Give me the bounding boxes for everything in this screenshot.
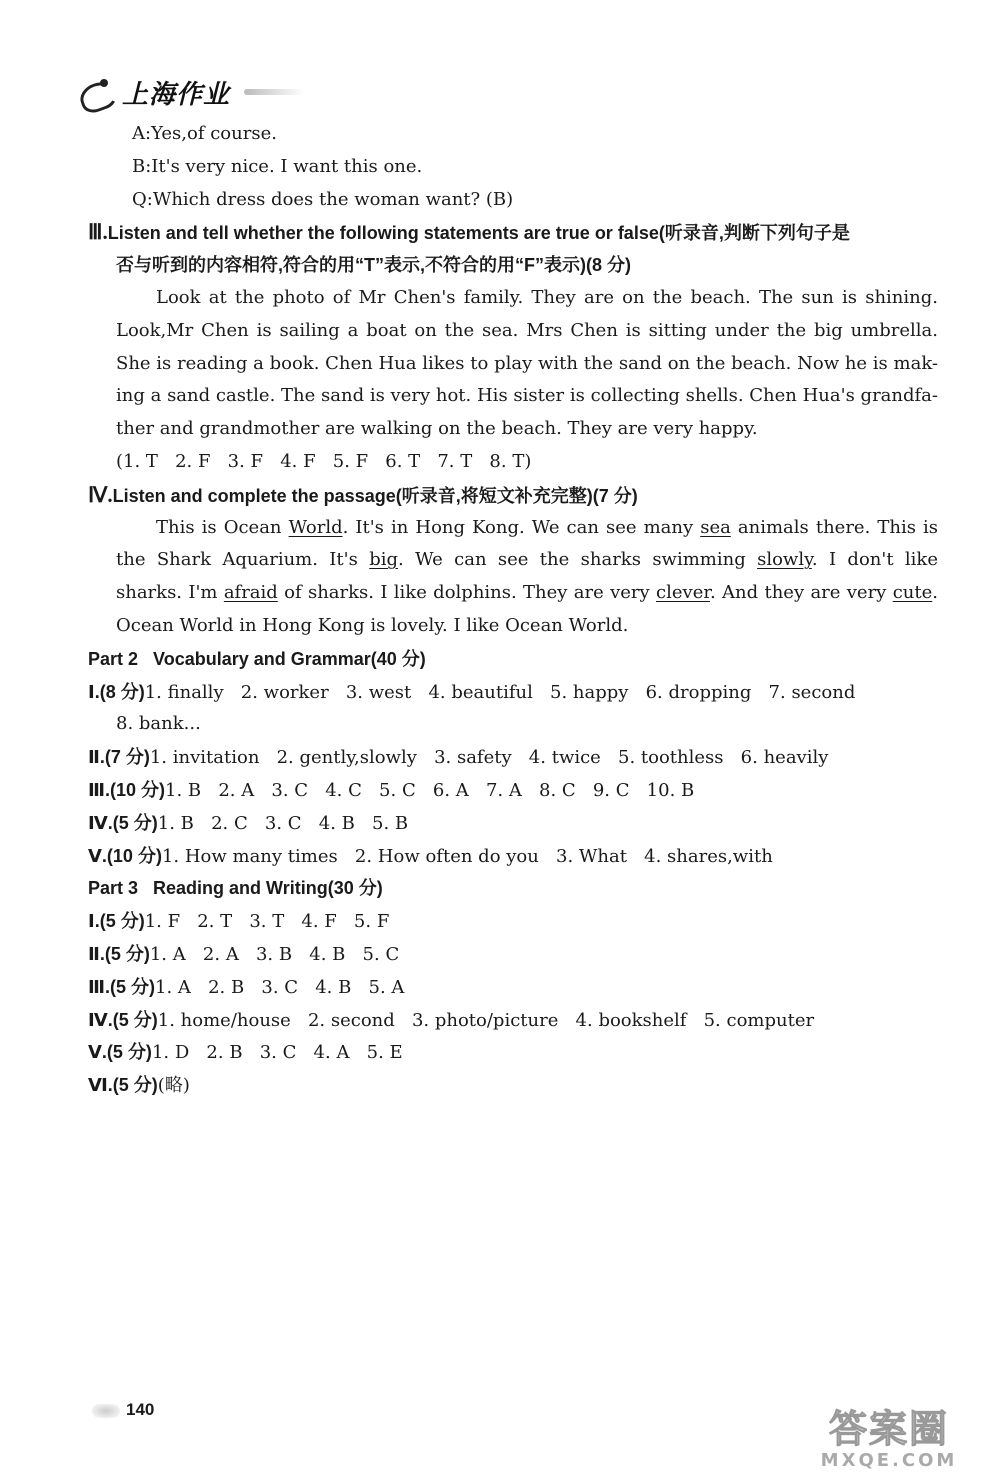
part2-item: Ⅲ.(10 分)1. B 2. A 3. C 4. C 5. C 6. A 7. A 8. C 9. C 10. B [88,779,695,801]
dialogue-question: Q:Which dress does the woman want? (B) [132,188,514,210]
page-number-decoration [92,1404,120,1418]
part3-item: Ⅲ.(5 分)1. A 2. B 3. C 4. B 5. A [88,976,405,998]
watermark [814,1408,964,1471]
section3-passage-line: ing a sand castle. The sand is very hot. His sister is collecting shells. Chen Hua's grandfa- [116,385,938,407]
filled-blank: sea [700,516,731,538]
watermark-logo: 答案圈 [828,1407,949,1451]
filled-blank: big [369,549,399,571]
part3-heading: Part 3 Reading and Writing(30 分) [88,878,383,899]
page-number: 140 [126,1400,155,1419]
filled-blank: clever [656,582,710,604]
filled-blank: cute [892,582,933,604]
filled-blank: World [288,516,343,538]
part3-item: Ⅵ.(5 分)(略) [88,1075,190,1097]
part2-heading: Part 2 Vocabulary and Grammar(40 分) [88,648,426,669]
part3-item: Ⅳ.(5 分)1. home/house 2. second 3. photo/picture 4. bookshelf 5. computer [88,1009,815,1031]
part2-item: Ⅳ.(5 分)1. B 2. C 3. C 4. B 5. B [88,812,409,834]
section4-passage-line: This is Ocean World. It's in Hong Kong. We can see many sea animals there. This is [156,516,939,538]
section4-passage-line: sharks. I'm afraid of sharks. I like dolphins. They are very clever. And they are very cute. [116,582,938,604]
part2-item: Ⅰ.(8 分)1. finally 2. worker 3. west 4. beautiful 5. happy 6. dropping 7. second [88,681,856,703]
section3-passage-line: Look at the photo of Mr Chen's family. They are on the beach. The sun is shining. [156,286,938,308]
section3-passage-line: Look,Mr Chen is sailing a boat on the sea. Mrs Chen is sitting under the big umbrella. [116,319,938,341]
part2-item: Ⅱ.(7 分)1. invitation 2. gently,slowly 3. safety 4. twice 5. toothless 6. heavily [88,747,829,769]
section3-passage-line: ther and grandmother are walking on the beach. They are very happy. [116,418,758,440]
part3-item: Ⅱ.(5 分)1. A 2. A 3. B 4. B 5. C [88,943,400,965]
logo-decoration [244,89,304,95]
logo-text: 上海作业 [122,79,231,110]
dialogue-line-a: A:Yes,of course. [132,123,277,144]
section3-passage-line: She is reading a book. Chen Hua likes to play with the sand on the beach. Now he is mak- [116,352,938,374]
part2-item: Ⅴ.(10 分)1. How many times 2. How often do you 3. What 4. shares,with [88,845,773,867]
section3-answers: (1. T 2. F 3. F 4. F 5. F 6. T 7. T 8. T) [116,450,532,472]
section4-passage-line: Ocean World in Hong Kong is lovely. I like Ocean World. [116,614,629,636]
part3-item: Ⅰ.(5 分)1. F 2. T 3. T 4. F 5. F [88,911,390,933]
section3-heading-cont: 否与听到的内容相符,符合的用“T”表示,不符合的用“F”表示)(8 分) [116,255,631,276]
section4-heading: Ⅳ.Listen and complete the passage(听录音,将短文补充完整)(7 分) [88,482,638,507]
section3-heading: Ⅲ.Listen and tell whether the following statements are true or false(听录音,判断下列句子是 [88,220,850,245]
watermark-url: MXQE.COM [820,1450,958,1471]
section4-passage-line: the Shark Aquarium. It's big. We can see the sharks swimming slowly. I don't like [116,549,938,571]
logo-icon [78,75,118,109]
header [78,72,304,112]
part3-item: Ⅴ.(5 分)1. D 2. B 3. C 4. A 5. E [88,1042,403,1064]
filled-blank: slowly [757,549,812,571]
filled-blank: afraid [223,582,278,604]
part2-item-cont: 8. bank... [116,713,201,735]
dialogue-line-b: B:It's very nice. I want this one. [132,155,423,177]
answer-content [88,118,938,1102]
